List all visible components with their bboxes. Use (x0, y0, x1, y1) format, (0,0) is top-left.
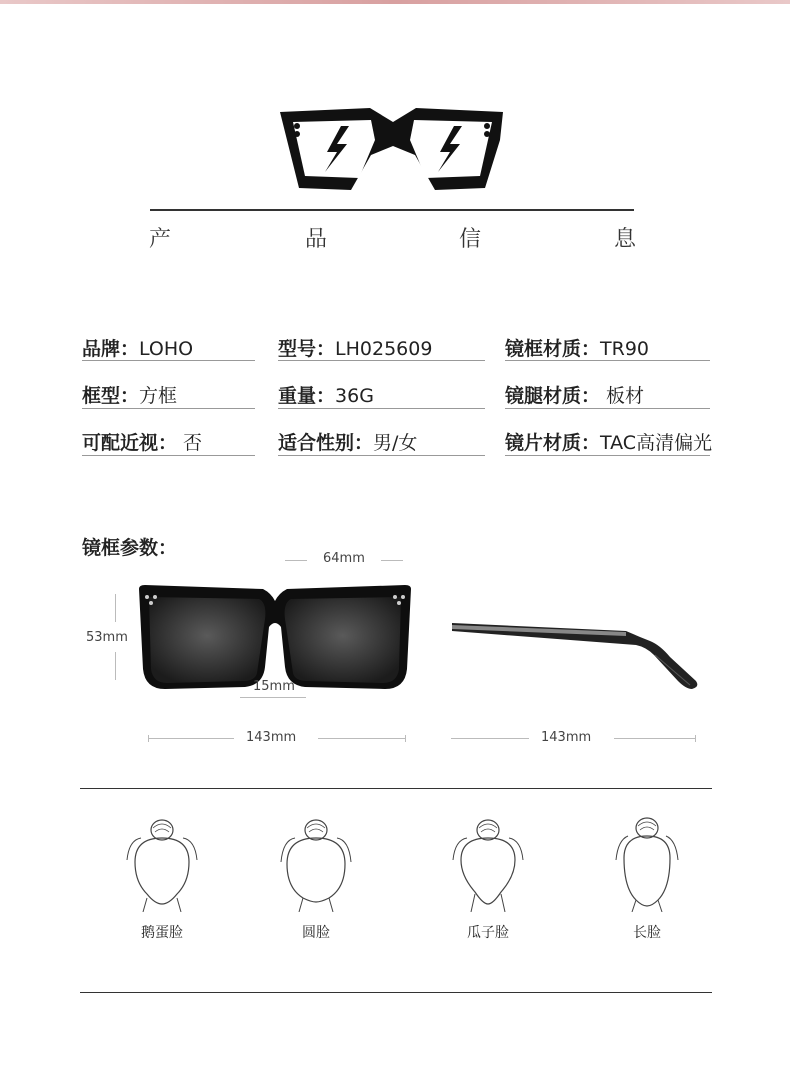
row-rule (505, 360, 710, 361)
dim-line (240, 697, 306, 698)
spec-row (82, 424, 713, 470)
row-rule (278, 455, 485, 456)
face-v-shape-icon (443, 812, 533, 912)
spec-row (82, 377, 710, 423)
front-width-label: 143mm (246, 730, 297, 745)
sunglasses-side-view (450, 615, 702, 695)
section-title-char: 品 (304, 227, 327, 252)
spec-row (82, 330, 710, 376)
sunglasses-logo-icon (275, 100, 510, 200)
dim-line (614, 738, 696, 739)
section-title-char: 息 (613, 227, 636, 252)
lens-width-label: 64mm (323, 551, 365, 566)
section-divider (80, 788, 712, 789)
dim-line (115, 652, 116, 680)
bridge-label: 15mm (253, 679, 295, 694)
spec-weight: 重量：36G (278, 385, 374, 407)
spec-lens-material: 镜片材质：TAC高清偏光 (505, 432, 713, 454)
lens-height-label: 53mm (86, 630, 128, 645)
dim-line (451, 738, 529, 739)
spec-frame-material: 镜框材质：TR90 (505, 338, 649, 360)
row-rule (82, 360, 255, 361)
spec-gender: 适合性别：男/女 (278, 432, 418, 454)
title-rule (150, 209, 634, 211)
frame-params-title: 镜框参数： (82, 537, 178, 559)
face-long-icon (602, 812, 692, 912)
face-label: 圆脸 (302, 925, 330, 941)
dim-line (285, 560, 307, 561)
dim-line (148, 738, 234, 739)
spec-temple-material: 镜腿材质： 板材 (505, 385, 645, 407)
spec-frame-shape: 框型：方框 (82, 385, 178, 407)
dim-line (318, 738, 406, 739)
row-rule (82, 408, 255, 409)
dim-tick (405, 735, 406, 742)
section-title-char: 信 (458, 227, 481, 252)
face-round-icon (271, 812, 361, 912)
row-rule (505, 408, 710, 409)
spec-model: 型号：LH025609 (278, 338, 433, 360)
face-oval-icon (117, 812, 207, 912)
dim-line (115, 594, 116, 622)
face-label: 鹅蛋脸 (141, 925, 183, 941)
section-title-char: 产 (148, 227, 171, 252)
row-rule (278, 408, 485, 409)
row-rule (82, 455, 255, 456)
top-accent-strip (0, 0, 790, 4)
section-divider (80, 992, 712, 993)
spec-prescription: 可配近视： 否 (82, 432, 203, 454)
face-label: 瓜子脸 (467, 925, 509, 941)
face-label: 长脸 (633, 925, 661, 941)
dim-line (381, 560, 403, 561)
temple-length-label: 143mm (541, 730, 592, 745)
row-rule (505, 455, 710, 456)
spec-brand: 品牌：LOHO (82, 338, 194, 360)
row-rule (278, 360, 485, 361)
dim-tick (695, 735, 696, 742)
